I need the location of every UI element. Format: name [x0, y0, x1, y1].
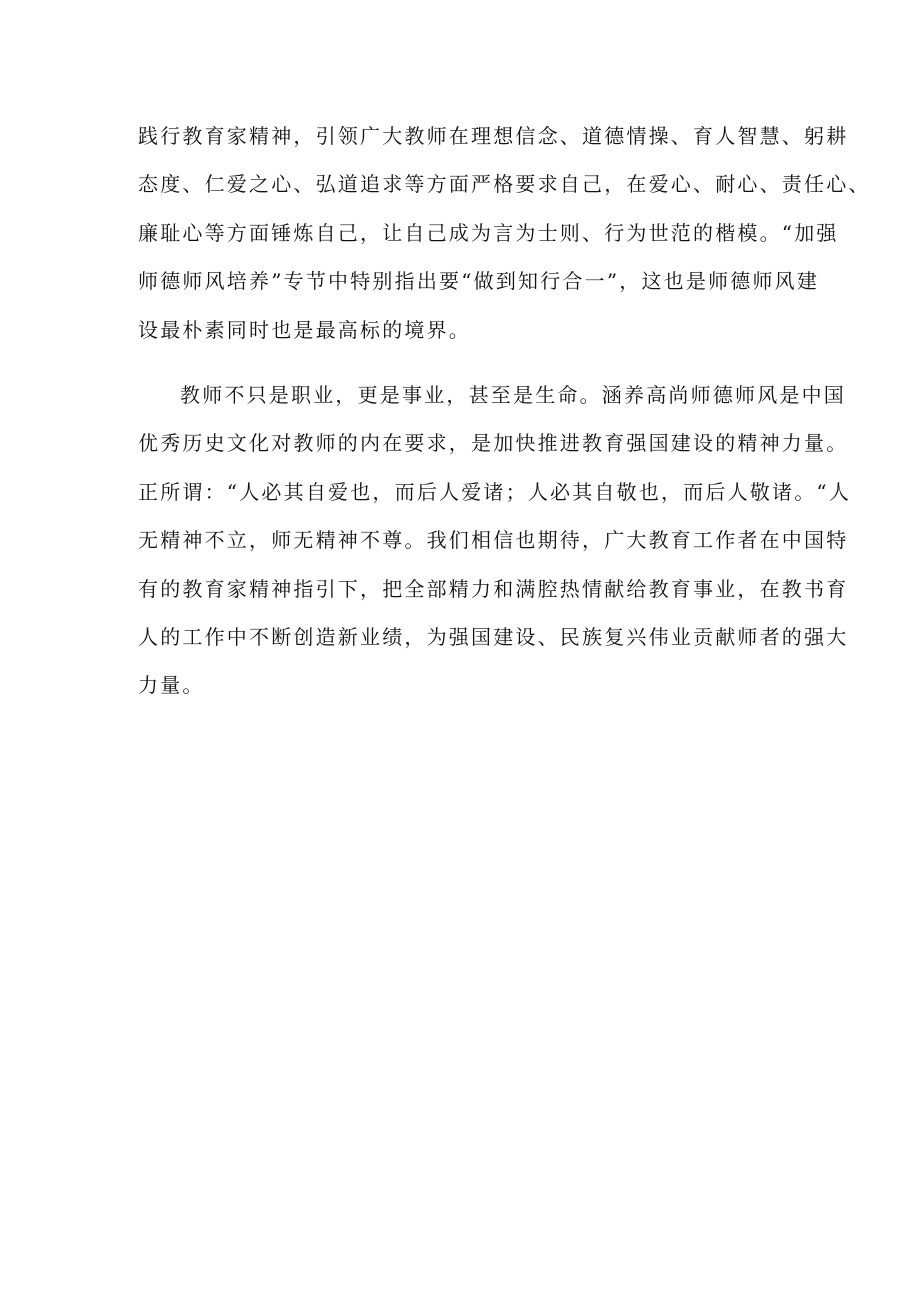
paragraph-line: 教师不只是职业，更是事业，甚至是生命。涵养高尚师德师风是中国	[180, 383, 846, 407]
paragraph-1	[138, 112, 871, 354]
paragraph-line: 人的工作中不断创造新业绩，为强国建设、民族复兴伟业贡献师者的强大	[138, 624, 849, 649]
paragraph-line: 态度、仁爱之心、弘道追求等方面严格要求自己，在爱心、耐心、责任心、	[138, 172, 871, 197]
paragraph-line: 师德师风培养”专节中特别指出要“做到知行合一”，这也是师德师风建	[138, 269, 820, 294]
paragraph-2	[138, 371, 852, 710]
paragraph-line: 践行教育家精神，引领广大教师在理想信念、道德情操、育人智慧、躬耕	[138, 124, 849, 148]
paragraph-line: 无精神不立，师无精神不尊。我们相信也期待，广大教育工作者在中国特	[138, 528, 849, 553]
paragraph-line: 廉耻心等方面锤炼自己，让自己成为言为士则、行为世范的楷模。“加强	[138, 220, 839, 245]
paragraph-line: 有的教育家精神指引下，把全部精力和满腔热情献给教育事业，在教书育	[138, 576, 849, 601]
paragraph-line: 力量。	[138, 673, 205, 698]
paragraph-line: 正所谓：“人必其自爱也，而后人爱诸；人必其自敬也，而后人敬诸。“人	[138, 479, 852, 504]
paragraph-line: 优秀历史文化对教师的内在要求，是加快推进教育强国建设的精神力量。	[138, 431, 849, 456]
paragraph-line: 设最朴素同时也是最高标的境界。	[138, 317, 471, 342]
